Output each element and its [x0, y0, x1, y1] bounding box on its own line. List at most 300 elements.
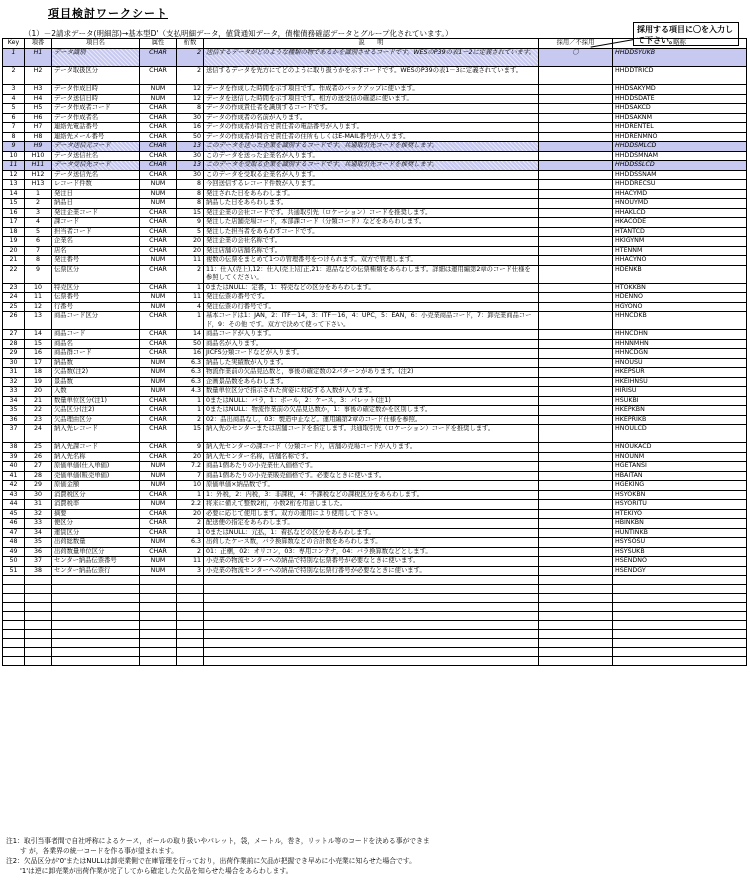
row-item-name: 課コード [52, 218, 140, 228]
row-attr: CHAR [140, 509, 177, 519]
table-row [3, 490, 747, 500]
row-item-no: 8 [25, 256, 52, 266]
blank-cell [140, 630, 177, 639]
blank-cell [204, 639, 539, 648]
table-row [3, 528, 747, 538]
row-adopt[interactable] [539, 113, 613, 123]
row-digits: 9 [177, 218, 204, 228]
row-adopt[interactable] [539, 528, 613, 538]
row-abbr: HNOULCD [613, 425, 747, 443]
header-digits: 桁数 [177, 39, 204, 49]
row-adopt[interactable] [539, 377, 613, 387]
row-digits: 8 [177, 180, 204, 190]
blank-cell [52, 585, 140, 594]
row-adopt[interactable]: 〇 [539, 49, 613, 67]
row-digits: 5 [177, 227, 204, 237]
blank-cell[interactable] [539, 612, 613, 621]
row-attr: NUM [140, 387, 177, 397]
row-attr: CHAR [140, 161, 177, 171]
row-abbr: HBAITAN [613, 471, 747, 481]
blank-cell [25, 657, 52, 666]
row-adopt[interactable] [539, 302, 613, 312]
row-item-no: H7 [25, 123, 52, 133]
row-attr: NUM [140, 199, 177, 209]
row-desc: 01：正梱，02：オリコン，03：専用コンテナ，04：バラ換算数などとします。 [204, 547, 539, 557]
table-row [3, 330, 747, 340]
row-adopt[interactable] [539, 151, 613, 161]
row-item-no: H9 [25, 142, 52, 152]
blank-cell [177, 630, 204, 639]
row-key: 29 [3, 349, 25, 359]
row-adopt[interactable] [539, 104, 613, 114]
row-item-no: 35 [25, 538, 52, 548]
row-abbr: HHDDSSLCD [613, 161, 747, 171]
row-adopt[interactable] [539, 415, 613, 425]
table-row [3, 538, 747, 548]
row-adopt[interactable] [539, 199, 613, 209]
row-adopt[interactable] [539, 471, 613, 481]
row-desc: 原価単価×納品数です。 [204, 481, 539, 491]
row-abbr: HGETANSI [613, 462, 747, 472]
row-desc: 納品した日をあらわします。 [204, 199, 539, 209]
row-key: 13 [3, 180, 25, 190]
row-desc: 02：品出商品なし，03：製造中止など。運用編第2章のコード仕様を参照。 [204, 415, 539, 425]
row-attr: NUM [140, 462, 177, 472]
row-item-no: H11 [25, 161, 52, 171]
row-desc: 発注伝票の番号です。 [204, 293, 539, 303]
blank-cell[interactable] [539, 594, 613, 603]
row-desc: データの作成者の名前が入ります。 [204, 113, 539, 123]
row-attr: CHAR [140, 113, 177, 123]
row-abbr: HKEIHNSU [613, 377, 747, 387]
row-item-name: 消費税区分 [52, 490, 140, 500]
row-attr: NUM [140, 85, 177, 95]
table-row [3, 415, 747, 425]
row-desc: 商品1個あたりの小売業販売価格です。必要なときに使います。 [204, 471, 539, 481]
blank-cell [25, 639, 52, 648]
row-desc: 小売業の物流センターへの納品で特別な伝票番号が必要なときに使います。 [204, 557, 539, 567]
blank-cell [204, 612, 539, 621]
row-adopt[interactable] [539, 180, 613, 190]
row-adopt[interactable] [539, 406, 613, 416]
row-attr: CHAR [140, 218, 177, 228]
row-digits: 7 [177, 471, 204, 481]
row-attr: NUM [140, 471, 177, 481]
row-key: 35 [3, 406, 25, 416]
table-row [3, 406, 747, 416]
row-abbr: HTEKIYO [613, 509, 747, 519]
row-item-name: 発注番号 [52, 256, 140, 266]
row-attr: CHAR [140, 339, 177, 349]
row-abbr: HHDDSYUKB [613, 49, 747, 67]
blank-cell[interactable] [539, 639, 613, 648]
row-digits: 8 [177, 189, 204, 199]
row-desc: 配送便の指定をあらわします。 [204, 519, 539, 529]
table-row [3, 123, 747, 133]
blank-cell [613, 585, 747, 594]
row-adopt[interactable] [539, 443, 613, 453]
blank-cell [613, 621, 747, 630]
blank-cell [140, 576, 177, 585]
blank-cell[interactable] [539, 621, 613, 630]
row-attr: NUM [140, 538, 177, 548]
row-digits: 12 [177, 94, 204, 104]
row-attr: CHAR [140, 170, 177, 180]
row-abbr: HNOUNM [613, 452, 747, 462]
row-digits: 20 [177, 246, 204, 256]
row-key: 25 [3, 302, 25, 312]
row-key: 23 [3, 283, 25, 293]
row-adopt[interactable] [539, 387, 613, 397]
blank-cell [613, 648, 747, 657]
row-digits: 30 [177, 151, 204, 161]
row-item-no: 9 [25, 265, 52, 283]
row-adopt[interactable] [539, 227, 613, 237]
row-item-name: センター納品伝票番号 [52, 557, 140, 567]
row-digits: 13 [177, 142, 204, 152]
row-adopt[interactable] [539, 123, 613, 133]
row-adopt[interactable] [539, 132, 613, 142]
row-item-name: 商品コード [52, 330, 140, 340]
table-row [3, 358, 747, 368]
row-adopt[interactable] [539, 490, 613, 500]
blank-cell [177, 576, 204, 585]
blank-cell [177, 657, 204, 666]
row-attr: CHAR [140, 528, 177, 538]
blank-cell [613, 612, 747, 621]
row-desc: 送信するデータを先方にてどのように取り扱うかを示すコードです。WESのP39の表1－3に定義されています。 [204, 67, 539, 85]
blank-cell [204, 585, 539, 594]
row-adopt[interactable] [539, 170, 613, 180]
blank-cell [140, 648, 177, 657]
row-abbr: HHAKLCD [613, 208, 747, 218]
row-digits: 3 [177, 566, 204, 576]
row-adopt[interactable] [539, 330, 613, 340]
row-adopt[interactable] [539, 452, 613, 462]
row-abbr: HHDSAKYMD [613, 85, 747, 95]
blank-cell [204, 594, 539, 603]
blank-cell [52, 639, 140, 648]
row-adopt[interactable] [539, 265, 613, 283]
blank-cell[interactable] [539, 648, 613, 657]
row-key: 32 [3, 377, 25, 387]
row-adopt[interactable] [539, 189, 613, 199]
row-item-name: 欠品理由区分 [52, 415, 140, 425]
row-attr: CHAR [140, 547, 177, 557]
row-item-name: センター納品伝票行 [52, 566, 140, 576]
row-desc: データの作成責任者を識別するコードです。 [204, 104, 539, 114]
row-item-name: データ受信先コード [52, 161, 140, 171]
row-item-no: H3 [25, 85, 52, 95]
row-item-name: 欠品数(注2) [52, 368, 140, 378]
row-attr: CHAR [140, 49, 177, 67]
row-key: 30 [3, 358, 25, 368]
table-row [3, 227, 747, 237]
table-row [3, 547, 747, 557]
row-digits: 2 [177, 49, 204, 67]
table-row [3, 509, 747, 519]
row-item-no: H1 [25, 49, 52, 67]
row-adopt[interactable] [539, 312, 613, 330]
row-adopt[interactable] [539, 368, 613, 378]
row-adopt[interactable] [539, 246, 613, 256]
row-item-name: データ作成者コード [52, 104, 140, 114]
blank-cell [613, 630, 747, 639]
row-item-no: 20 [25, 387, 52, 397]
row-attr: CHAR [140, 237, 177, 247]
instruction-callout: 採用する項目に〇を入力して下さい。 [633, 22, 739, 46]
row-digits: 20 [177, 509, 204, 519]
row-item-name: 行番号 [52, 302, 140, 312]
blank-cell [25, 585, 52, 594]
row-digits: 30 [177, 113, 204, 123]
row-item-name: データ作成日時 [52, 85, 140, 95]
row-attr: CHAR [140, 104, 177, 114]
row-attr: CHAR [140, 452, 177, 462]
row-item-no: 7 [25, 246, 52, 256]
row-adopt[interactable] [539, 396, 613, 406]
row-desc: 0またはNULL：元払，1：着払などの区分をあらわします。 [204, 528, 539, 538]
row-item-no: 34 [25, 528, 52, 538]
row-abbr: HBINKBN [613, 519, 747, 529]
row-attr: NUM [140, 293, 177, 303]
blank-cell[interactable] [539, 585, 613, 594]
row-key: 10 [3, 151, 25, 161]
row-digits: 8 [177, 199, 204, 209]
header-key: Key [3, 39, 25, 49]
row-desc: 納入先センターの課コード（分類コード），店舗の売場コードが入ります。 [204, 443, 539, 453]
row-attr: CHAR [140, 142, 177, 152]
table-row [3, 396, 747, 406]
row-adopt[interactable] [539, 218, 613, 228]
row-item-name: データ送信元コード [52, 142, 140, 152]
row-digits: 2 [177, 67, 204, 85]
row-item-no: 31 [25, 500, 52, 510]
row-key: 34 [3, 396, 25, 406]
row-key: 48 [3, 538, 25, 548]
row-item-no: H8 [25, 132, 52, 142]
blank-cell [177, 594, 204, 603]
row-item-name: 企業名 [52, 237, 140, 247]
row-abbr: HGEKING [613, 481, 747, 491]
row-item-name: データ送信社名 [52, 151, 140, 161]
row-item-name: 出荷総数量 [52, 538, 140, 548]
blank-cell [3, 576, 25, 585]
row-adopt[interactable] [539, 339, 613, 349]
row-desc: 納入先センター名称，店舗名称です。 [204, 452, 539, 462]
blank-cell [3, 639, 25, 648]
row-adopt[interactable] [539, 237, 613, 247]
footnote-1-cont: す が，各業界の統一コードを作る事が望まれます。 [20, 847, 178, 855]
table-row [3, 387, 747, 397]
row-key: 26 [3, 312, 25, 330]
table-row [3, 368, 747, 378]
row-item-no: 23 [25, 415, 52, 425]
table-row [3, 312, 747, 330]
table-row [3, 170, 747, 180]
row-digits: 4 [177, 302, 204, 312]
row-abbr: HDENKB [613, 265, 747, 283]
table-row [3, 104, 747, 114]
row-adopt[interactable] [539, 161, 613, 171]
row-digits: 20 [177, 452, 204, 462]
row-key: 49 [3, 547, 25, 557]
row-abbr: HKEPSUR [613, 368, 747, 378]
row-item-name: 担当者コード [52, 227, 140, 237]
row-attr: CHAR [140, 227, 177, 237]
row-digits: 16 [177, 123, 204, 133]
row-desc: 小売業の物流センターへの納品で特別な伝票行番号が必要なときに使います。 [204, 566, 539, 576]
blank-cell [204, 576, 539, 585]
table-row [3, 339, 747, 349]
row-adopt[interactable] [539, 256, 613, 266]
row-adopt[interactable] [539, 208, 613, 218]
row-item-no: 37 [25, 557, 52, 567]
row-abbr: HSENDNO [613, 557, 747, 567]
blank-cell [204, 630, 539, 639]
row-attr: CHAR [140, 283, 177, 293]
blank-row [3, 612, 747, 621]
blank-cell [3, 594, 25, 603]
row-item-no: H6 [25, 113, 52, 123]
row-abbr: HHNNMHN [613, 339, 747, 349]
row-adopt[interactable] [539, 67, 613, 85]
blank-cell[interactable] [539, 657, 613, 666]
table-row [3, 349, 747, 359]
row-desc: このデータを受取る企業を識別するコードです。共通取引先コードを推奨します。 [204, 161, 539, 171]
row-adopt[interactable] [539, 547, 613, 557]
row-key: 28 [3, 339, 25, 349]
row-desc: データを送信した時間を示す項目です。相方の送受信の確認に使います。 [204, 94, 539, 104]
row-item-name: 原価金額 [52, 481, 140, 491]
row-adopt[interactable] [539, 85, 613, 95]
row-desc: 出荷したケース数，バラ換算数などの合計数をあらわします。 [204, 538, 539, 548]
row-adopt[interactable] [539, 462, 613, 472]
item-worksheet-table [2, 38, 747, 666]
row-attr: CHAR [140, 349, 177, 359]
blank-cell [3, 603, 25, 612]
table-row [3, 113, 747, 123]
row-attr: CHAR [140, 406, 177, 416]
blank-row [3, 585, 747, 594]
row-attr: NUM [140, 566, 177, 576]
row-item-no: 38 [25, 566, 52, 576]
row-adopt[interactable] [539, 519, 613, 529]
row-digits: 50 [177, 132, 204, 142]
row-key: 19 [3, 237, 25, 247]
row-item-no: H4 [25, 94, 52, 104]
blank-cell [140, 639, 177, 648]
blank-row [3, 594, 747, 603]
row-item-no: 27 [25, 462, 52, 472]
row-desc: 商品コードが入ります。 [204, 330, 539, 340]
row-item-name: 便区分 [52, 519, 140, 529]
row-attr: NUM [140, 358, 177, 368]
row-adopt[interactable] [539, 509, 613, 519]
row-item-no: 32 [25, 509, 52, 519]
row-attr: CHAR [140, 151, 177, 161]
row-adopt[interactable] [539, 283, 613, 293]
row-digits: 2 [177, 415, 204, 425]
row-adopt[interactable] [539, 557, 613, 567]
row-desc: 基本コードは1：JAN，2：ITF－14，3：ITF－16，4：UPC，5：EAN，6：小売業商品コード，7：卸売業商品コード，9：その他 です。双方で決めて使って下さい。 [204, 312, 539, 330]
row-desc: 発注した担当者をあらわすコードです。 [204, 227, 539, 237]
row-item-name: 摘要 [52, 509, 140, 519]
row-desc: 発注店舗の店舗名称です。 [204, 246, 539, 256]
table-row [3, 180, 747, 190]
row-abbr: HHNCDKB [613, 312, 747, 330]
blank-cell [3, 648, 25, 657]
row-attr: CHAR [140, 123, 177, 133]
row-digits: 30 [177, 170, 204, 180]
row-key: 20 [3, 246, 25, 256]
blank-cell [3, 612, 25, 621]
table-row [3, 566, 747, 576]
row-item-no: H5 [25, 104, 52, 114]
blank-cell [204, 621, 539, 630]
row-adopt[interactable] [539, 349, 613, 359]
row-key: 3 [3, 85, 25, 95]
row-digits: 6.3 [177, 538, 204, 548]
row-desc: 数量単位区分で指示された荷姿に対応する入数が入ります。 [204, 387, 539, 397]
row-adopt[interactable] [539, 538, 613, 548]
table-row [3, 208, 747, 218]
row-item-no: 4 [25, 218, 52, 228]
row-abbr: HHACYMD [613, 189, 747, 199]
header-item-no: 項番 [25, 39, 52, 49]
row-abbr: HKIGYNM [613, 237, 747, 247]
row-abbr: HIRISU [613, 387, 747, 397]
row-attr: CHAR [140, 312, 177, 330]
row-adopt[interactable] [539, 293, 613, 303]
row-adopt[interactable] [539, 425, 613, 443]
row-key: 4 [3, 94, 25, 104]
row-abbr: HTENNM [613, 246, 747, 256]
blank-cell [52, 621, 140, 630]
row-attr: NUM [140, 256, 177, 266]
blank-cell[interactable] [539, 576, 613, 585]
row-item-no: 16 [25, 349, 52, 359]
row-adopt[interactable] [539, 94, 613, 104]
blank-cell [613, 603, 747, 612]
row-abbr: HSYSUKB [613, 547, 747, 557]
blank-cell [204, 603, 539, 612]
row-digits: 15 [177, 425, 204, 443]
blank-cell [140, 612, 177, 621]
row-item-name: 連絡先メール番号 [52, 132, 140, 142]
row-adopt[interactable] [539, 358, 613, 368]
row-adopt[interactable] [539, 500, 613, 510]
row-adopt[interactable] [539, 142, 613, 152]
blank-cell [52, 657, 140, 666]
row-adopt[interactable] [539, 566, 613, 576]
row-desc: 1：外税，2：内税，3：非課税，4：不課税などの課税区分をあらわします。 [204, 490, 539, 500]
row-key: 50 [3, 557, 25, 567]
row-adopt[interactable] [539, 481, 613, 491]
row-abbr: HSYORITU [613, 500, 747, 510]
row-item-name: 納入先レコード [52, 425, 140, 443]
footnote-2-cont: '1'は逆に卸売業が出荷作業が完了してから確定した欠品を知らせた場合をあらわします。 [20, 867, 293, 875]
blank-cell [3, 621, 25, 630]
header-abbr: 略称 [613, 39, 747, 49]
blank-cell[interactable] [539, 603, 613, 612]
row-key: 15 [3, 199, 25, 209]
row-abbr: HHNCDHN [613, 330, 747, 340]
row-desc: 0またはNULL：定番，1：特売などの区分をあらわします。 [204, 283, 539, 293]
blank-cell[interactable] [539, 630, 613, 639]
row-item-no: 28 [25, 471, 52, 481]
row-desc: 発注企業の会社名称です。 [204, 237, 539, 247]
